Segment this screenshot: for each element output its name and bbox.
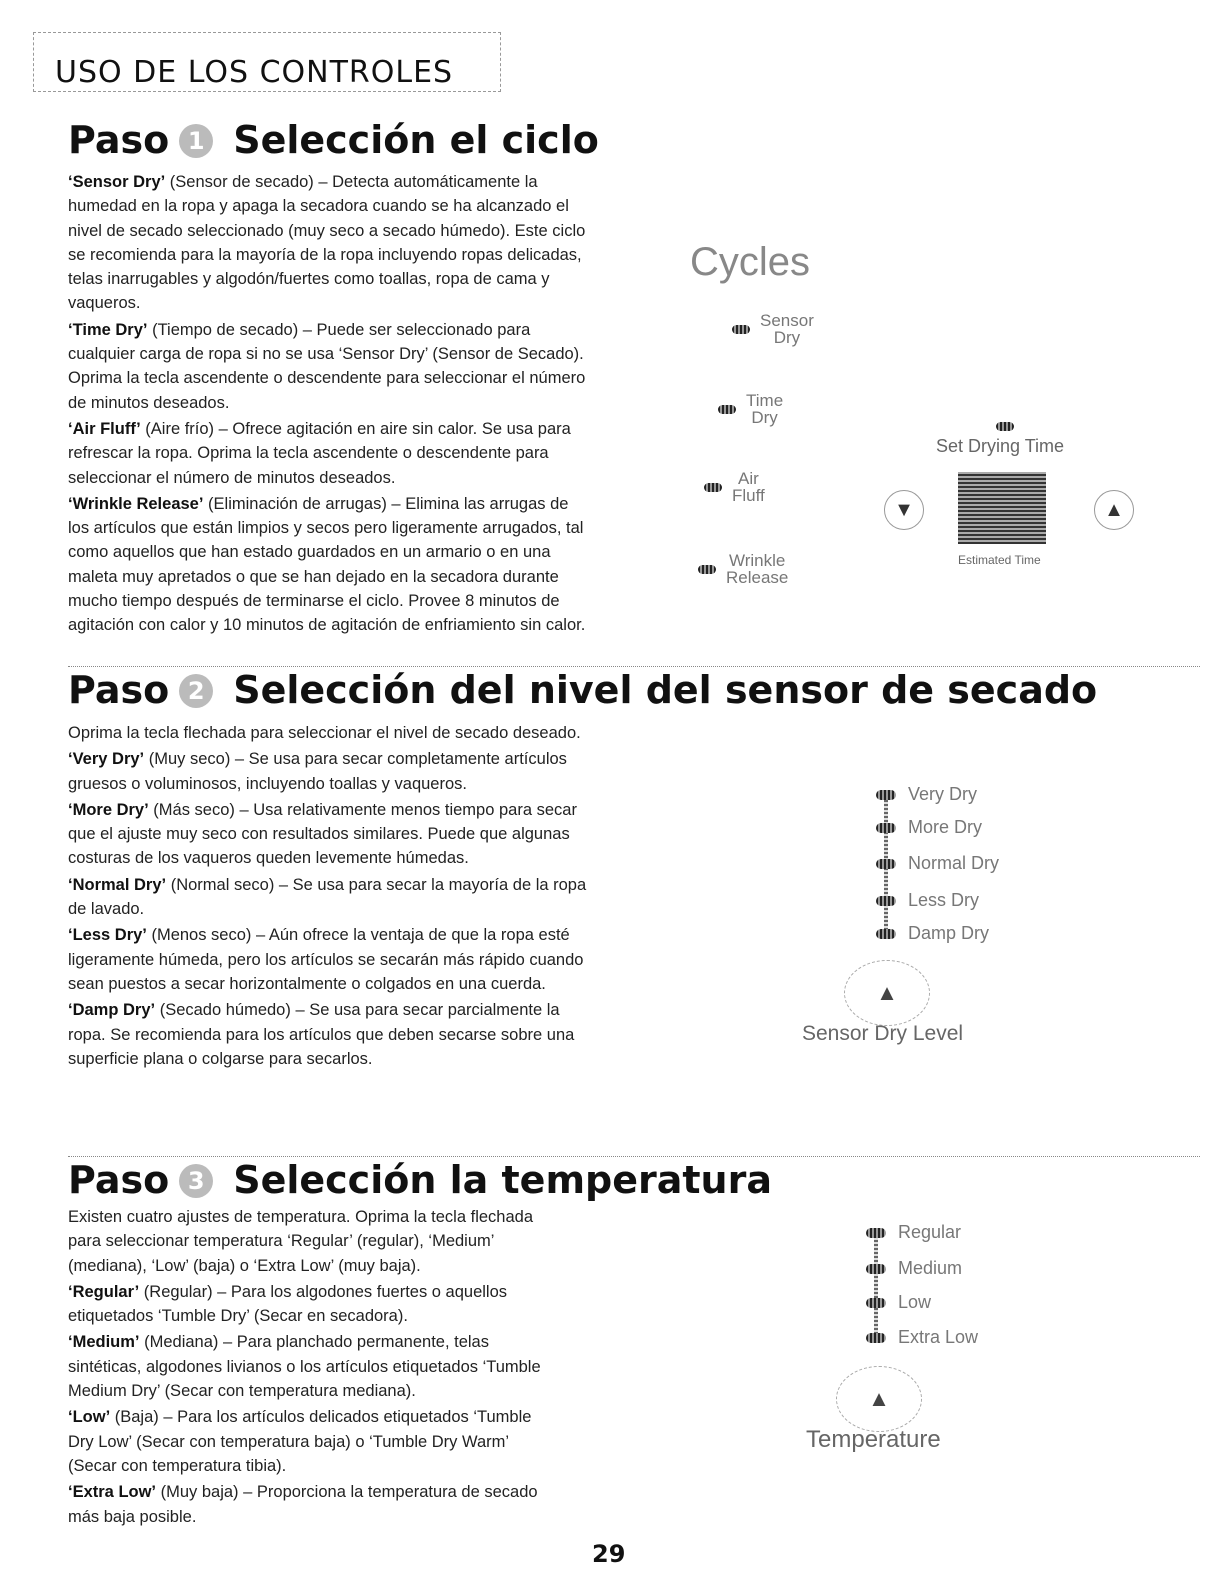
temp-medium: Medium	[866, 1258, 962, 1279]
led-indicator-icon	[732, 325, 750, 334]
wrinkle-release-button[interactable]: Wrinkle Release	[698, 552, 788, 586]
led-indicator-icon	[698, 565, 716, 574]
step1-title: Selección el ciclo	[233, 118, 599, 162]
step1-number-badge: 1	[179, 124, 213, 158]
step1-heading	[68, 118, 599, 162]
sensor-dry-level-up-button[interactable]: ▲	[844, 960, 930, 1026]
step1-body	[68, 170, 588, 640]
led-indicator-icon	[876, 929, 896, 939]
air-fluff-button[interactable]: Air Fluff	[704, 470, 765, 504]
step3-body	[68, 1205, 558, 1531]
time-up-arrow-button[interactable]: ▲	[1094, 490, 1134, 530]
time-display	[958, 472, 1046, 544]
step3-heading	[68, 1158, 772, 1202]
temperature-up-button[interactable]: ▲	[836, 1366, 922, 1432]
step2-para: ‘More Dry’ (Más seco) – Usa relativamente menos tiempo para secar que el ajuste muy seco con resultados similares. Puede que algunas costuras de los vaqueros queden levemente húmedas.	[68, 800, 577, 868]
level-more-dry: More Dry	[876, 817, 982, 838]
temp-extra-low: Extra Low	[866, 1327, 978, 1348]
step2-intro: Oprima la tecla flechada para seleccionar el nivel de secado deseado.	[68, 724, 581, 742]
step3-para: ‘Regular’ (Regular) – Para los algodones fuertes o aquellos etiquetados ‘Tumble Dry’ (Secar en secadora).	[68, 1282, 508, 1326]
temperature-label: Temperature	[806, 1426, 941, 1453]
step2-para: ‘Very Dry’ (Muy seco) – Se usa para secar completamente artículos gruesos o voluminosos, incluyendo toallas y vaqueros.	[68, 750, 567, 793]
temp-low: Low	[866, 1292, 931, 1313]
sensor-dry-button[interactable]: Sensor Dry	[732, 312, 814, 346]
led-indicator-icon	[704, 483, 722, 492]
led-indicator-icon	[876, 790, 896, 800]
step3-para: ‘Low’ (Baja) – Para los artículos delicados etiquetados ‘Tumble Dry Low’ (Secar con temperatura baja) o ‘Tumble Dry Warm’ (Secar con temperatura tibia).	[68, 1408, 532, 1475]
section-header-title: USO DE LOS CONTROLES	[55, 55, 454, 90]
step1-prefix: Paso	[68, 118, 170, 162]
led-indicator-icon	[876, 896, 896, 906]
level-very-dry: Very Dry	[876, 784, 977, 805]
cycles-panel-title: Cycles	[690, 240, 811, 284]
led-indicator-icon	[866, 1264, 886, 1274]
set-drying-time-label: Set Drying Time	[936, 436, 1065, 456]
page-number: 29	[592, 1540, 626, 1568]
step3-prefix: Paso	[68, 1158, 170, 1202]
level-less-dry: Less Dry	[876, 890, 979, 911]
divider	[68, 666, 1200, 667]
step1-para: ‘Time Dry’ (Tiempo de secado) – Puede ser seleccionado para cualquier carga de ropa si no se usa ‘Sensor Dry’ (Sensor de Secado). Oprima la tecla ascendente o descendente para seleccionar el número de minutos deseados.	[68, 320, 586, 412]
step2-heading	[68, 668, 1097, 712]
level-normal-dry: Normal Dry	[876, 853, 999, 874]
step3-title: Selección la temperatura	[233, 1158, 772, 1202]
step3-number-badge: 3	[179, 1164, 213, 1198]
step2-para: ‘Less Dry’ (Menos seco) – Aún ofrece la ventaja de que la ropa esté ligeramente húmeda, pero los artículos se secarán más rápido cuando sean puestos a secar horizontalmente o colgados en una cuerda.	[68, 926, 584, 993]
step3-para: ‘Medium’ (Mediana) – Para planchado permanente, telas sintéticas, algodones livianos o los artículos etiquetados ‘Tumble Medium Dry’ (Secar con temperatura mediana).	[68, 1333, 541, 1401]
led-indicator-icon	[866, 1228, 886, 1238]
time-down-arrow-button[interactable]: ▼	[884, 490, 924, 530]
sensor-dry-level-label: Sensor Dry Level	[802, 1022, 964, 1045]
estimated-time-label: Estimated Time	[958, 553, 1041, 567]
step2-body	[68, 721, 588, 1073]
led-indicator-icon	[866, 1333, 886, 1343]
step2-para: ‘Normal Dry’ (Normal seco) – Se usa para secar la mayoría de la ropa de lavado.	[68, 875, 587, 919]
led-indicator-icon	[866, 1298, 886, 1308]
step2-number-badge: 2	[179, 674, 213, 708]
time-dry-button[interactable]: Time Dry	[718, 392, 783, 426]
step1-para: ‘Wrinkle Release’ (Eliminación de arrugas) – Elimina las arrugas de los artículos que están limpios y secos pero ligeramente arrugados, tal como aquellos que han estado guardados en un armario o en una maleta muy apretados o que se han dejado en la secadora durante mucho tiempo después de terminarse el ciclo. Provee 8 minutos de agitación con calor y 10 minutos de agitación de enfriamiento sin calor.	[68, 494, 586, 635]
step1-para: ‘Air Fluff’ (Aire frío) – Ofrece agitación en aire sin calor. Se usa para refrescar la ropa. Oprima la tecla ascendente o descendente para seleccionar el número de minutos deseados.	[68, 419, 571, 487]
divider	[68, 1156, 1200, 1157]
set-drying-time-led-icon	[996, 422, 1014, 431]
step1-para: ‘Sensor Dry’ (Sensor de secado) – Detecta automáticamente la humedad en la ropa y apaga la secadora cuando se ha alcanzado el nivel de secado seleccionado (muy seco a secado húmedo). Este ciclo se recomienda para la mayoría de la ropa incluyendo ropas delicadas, telas inarrugables y algodón/fuertes como toallas, ropa de cama y vaqueros.	[68, 173, 586, 313]
led-indicator-icon	[876, 823, 896, 833]
temp-regular: Regular	[866, 1222, 961, 1243]
level-damp-dry: Damp Dry	[876, 923, 989, 944]
step2-para: ‘Damp Dry’ (Secado húmedo) – Se usa para secar parcialmente la ropa. Se recomienda para los artículos que deben secarse sobre una superficie plana o colgarse para secarlos.	[68, 1001, 575, 1068]
step2-title: Selección del nivel del sensor de secado	[233, 668, 1098, 712]
temperature-connector-bar	[874, 1234, 878, 1338]
step3-para: ‘Extra Low’ (Muy baja) – Proporciona la temperatura de secado más baja posible.	[68, 1483, 538, 1526]
led-indicator-icon	[718, 405, 736, 414]
step2-prefix: Paso	[68, 668, 170, 712]
led-indicator-icon	[876, 859, 896, 869]
step3-intro: Existen cuatro ajustes de temperatura. Oprima la tecla flechada para seleccionar temperatura ‘Regular’ (regular), ‘Medium’ (mediana), ‘Low’ (baja) o ‘Extra Low’ (muy baja).	[68, 1208, 533, 1275]
